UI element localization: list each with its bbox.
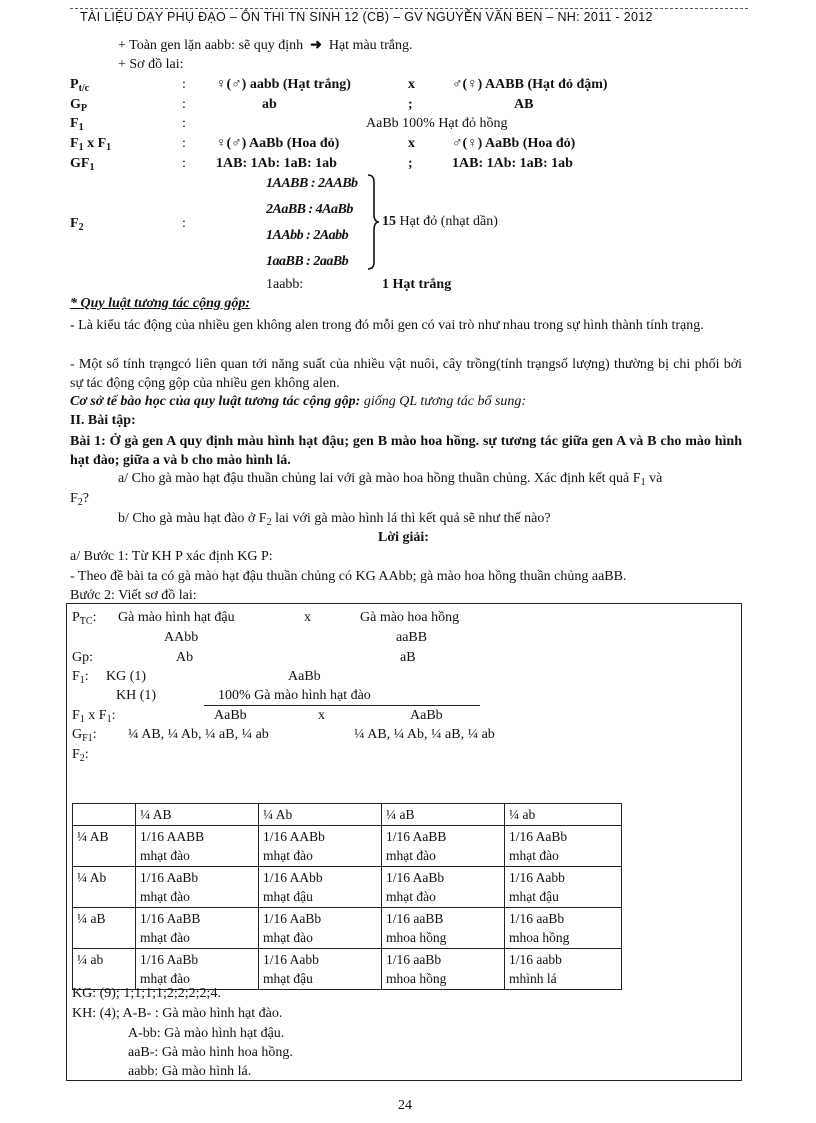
cross1-semicolon: ; bbox=[408, 97, 413, 112]
table-cell: 1/16 Aabb mhạt đậu bbox=[505, 867, 622, 908]
table-header-row bbox=[73, 804, 622, 826]
table-header-cell: ¼ AB bbox=[136, 804, 259, 826]
cross1-gp-label: $G_P$ bbox=[70, 97, 87, 114]
box-f1xf1-x: x bbox=[318, 708, 325, 723]
cross1-f1xf1-label: $F_1$ x $F_1$ bbox=[70, 136, 112, 153]
box-gp-left: Ab bbox=[176, 650, 194, 665]
box-f1-kg-value: AaBb bbox=[288, 669, 321, 684]
box-f2-label: $F_2$: bbox=[72, 747, 89, 764]
cross1-p-left: ♀(♂) aabb (Hạt trắng) bbox=[216, 77, 351, 92]
cross1-f1xf1-right: ♂(♀) AaBb (Hoa đỏ) bbox=[452, 136, 576, 151]
table-cell: 1/16 AaBb mhạt đào bbox=[505, 826, 622, 867]
cross1-semicolon-2: ; bbox=[408, 156, 413, 171]
box-f1-underline bbox=[204, 705, 480, 706]
cross1-f1xf1-left: ♀(♂) AaBb (Hoa đỏ) bbox=[216, 136, 340, 151]
box-f1xf1-right: AaBb bbox=[410, 708, 443, 723]
table-row bbox=[73, 908, 622, 949]
table-header-cell: ¼ aB bbox=[382, 804, 505, 826]
punnett-table bbox=[72, 803, 622, 990]
table-header-cell bbox=[73, 804, 136, 826]
table-cell: 1/16 aaBb mhoa hồng bbox=[505, 908, 622, 949]
box-gp-label: Gp: bbox=[72, 650, 93, 665]
rule-paragraph-1: - Là kiểu tác động của nhiều gen không alen trong đó mỗi gen có vai trò như nhau trong sự hình thành tính trạng. bbox=[70, 318, 704, 333]
rule-title: * Quy luật tương tác cộng gộp: bbox=[70, 296, 251, 311]
table-cell: 1/16 AaBb mhạt đào bbox=[136, 867, 259, 908]
box-f1-kg: KG (1) bbox=[106, 669, 147, 684]
cross1-colon-3: : bbox=[182, 116, 186, 131]
box-f1xf1-left: AaBb bbox=[214, 708, 247, 723]
table-cell: 1/16 Aabb mhạt đậu bbox=[259, 949, 382, 990]
f2-genotype-line-4: 1aaBB : 2aaBb bbox=[266, 254, 349, 269]
table-cell: 1/16 AaBB mhạt đào bbox=[382, 826, 505, 867]
question-a-cont: $F_2$? bbox=[70, 491, 90, 508]
intro-line-1: + Toàn gen lặn aabb: sẽ quy định ➜ Hạt màu trắng. bbox=[118, 38, 413, 53]
box-gf1-label: $G_{F1}$: bbox=[72, 727, 97, 744]
step-2: Bước 2: Viết sơ đồ lai: bbox=[70, 588, 197, 603]
table-row bbox=[73, 949, 622, 990]
rule-paragraph-2: - Một số tính trạngcó liên quan tới năng suất của nhiều vật nuôi, cây trồng(tính trạngsố lượng) thường bị chi phối bởi sự tác động cộng gộp của nhiều gen không alen. bbox=[70, 357, 742, 391]
box-ptc-label: $P_{TC}$: bbox=[72, 610, 97, 627]
table-cell: 1/16 AaBb mhạt đào bbox=[136, 949, 259, 990]
table-row bbox=[73, 867, 622, 908]
header-rule bbox=[70, 8, 748, 9]
cross1-p-label: $P_{t/c}$ bbox=[70, 77, 90, 94]
problem-statement: Bài 1: Ở gà gen A quy định màu hình hạt đậu; gen B mào hoa hồng. sự tương tác giữa gen A và B cho mào hình hạt đào; giữa a và b cho mào hình lá. bbox=[70, 434, 742, 468]
row-gamete: ¼ aB bbox=[73, 908, 136, 949]
table-cell: 1/16 aaBB mhoa hồng bbox=[382, 908, 505, 949]
solution-title: Lời giải: bbox=[378, 530, 429, 545]
cross1-gp-left: ab bbox=[262, 97, 277, 112]
box-f1xf1-label: $F_1$ x $F_1$: bbox=[72, 708, 116, 725]
box-ptc-right-genotype: aaBB bbox=[396, 630, 428, 645]
table-cell: 1/16 AABb mhạt đào bbox=[259, 826, 382, 867]
question-a: a/ Cho gà mào hạt đậu thuần chủng lai với gà mào hoa hồng thuần chủng. Xác định kết quả $F_1$ và bbox=[118, 471, 663, 488]
row-gamete: ¼ ab bbox=[73, 949, 136, 990]
table-cell: 1/16 AABB mhạt đào bbox=[136, 826, 259, 867]
cross1-gp-right: AB bbox=[514, 97, 534, 112]
cross1-colon-5: : bbox=[182, 156, 186, 171]
box-f1-label: $F_1$: bbox=[72, 669, 89, 686]
box-gf1-left: ¼ AB, ¼ Ab, ¼ aB, ¼ ab bbox=[128, 727, 269, 742]
question-b: b/ Cho gà màu hạt đào ở $F_2$ lai với gà mào hình lá thì kết quả sẽ như thế nào? bbox=[118, 511, 551, 528]
cross1-gf1-right: 1AB: 1Ab: 1aB: 1ab bbox=[452, 156, 573, 171]
row-gamete: ¼ Ab bbox=[73, 867, 136, 908]
page-number: 24 bbox=[398, 1098, 412, 1113]
f2-white-right: 1 Hạt trắng bbox=[382, 277, 452, 292]
intro-line-2: + Sơ đồ lai: bbox=[118, 57, 184, 72]
kg-summary: KG: (9); 1;1;1;1;2;2;2;2;4. bbox=[72, 986, 221, 1001]
table-cell: 1/16 aaBb mhoa hồng bbox=[382, 949, 505, 990]
table-cell: 1/16 AaBb mhạt đào bbox=[259, 908, 382, 949]
cross1-f1-label: $F_1$ bbox=[70, 116, 84, 133]
step-1: a/ Bước 1: Từ KH P xác định KG P: bbox=[70, 549, 273, 564]
cross1-f2-label: $F_2$ bbox=[70, 216, 84, 233]
row-gamete: ¼ AB bbox=[73, 826, 136, 867]
kh-line-1: A-bb: Gà mào hình hạt đậu. bbox=[128, 1026, 285, 1041]
cross1-x-2: x bbox=[408, 136, 415, 151]
cross1-colon-2: : bbox=[182, 97, 186, 112]
table-cell: 1/16 AaBb mhạt đào bbox=[382, 867, 505, 908]
f2-genotype-line-2: 2AaBB : 4AaBb bbox=[266, 202, 353, 217]
box-ptc-left-genotype: AAbb bbox=[164, 630, 199, 645]
page-header: TÀI LIỆU DẠY PHỤ ĐẠO – ÔN THI TN SINH 12 (CB) – GV NGUYỄN VĂN BEN – NH: 2011 - 2012 bbox=[80, 10, 653, 24]
box-gf1-right: ¼ AB, ¼ Ab, ¼ aB, ¼ ab bbox=[354, 727, 495, 742]
cross1-f1-value: AaBb 100% Hạt đỏ hồng bbox=[366, 116, 508, 131]
table-cell: 1/16 aabb mhình lá bbox=[505, 949, 622, 990]
f2-genotype-line-1: 1AABB : 2AABb bbox=[266, 176, 358, 191]
box-ptc-right: Gà mào hoa hồng bbox=[360, 610, 460, 625]
box-gp-right: aB bbox=[400, 650, 416, 665]
box-f1-kh: KH (1) bbox=[116, 688, 157, 703]
step-1-detail: - Theo đề bài ta có gà mào hạt đậu thuần chủng có KG AAbb; gà mào hoa hồng thuần chủng aaBB. bbox=[70, 569, 627, 584]
rule-basis: Cơ sở tế bào học của quy luật tương tác cộng gộp: giống QL tương tác bổ sung: bbox=[70, 394, 527, 409]
kh-line-3: aabb: Gà mào hình lá. bbox=[128, 1064, 252, 1079]
cross1-colon: : bbox=[182, 77, 186, 92]
cross1-gf1-label: $GF_1$ bbox=[70, 156, 95, 173]
cross1-colon-6: : bbox=[182, 216, 186, 231]
cross1-gf1-left: 1AB: 1Ab: 1aB: 1ab bbox=[216, 156, 337, 171]
kh-summary: KH: (4); A-B- : Gà mào hình hạt đào. bbox=[72, 1006, 283, 1021]
table-cell: 1/16 AAbb mhạt đậu bbox=[259, 867, 382, 908]
cross1-colon-4: : bbox=[182, 136, 186, 151]
box-f1-kh-value: 100% Gà mào hình hạt đào bbox=[218, 688, 371, 703]
table-header-cell: ¼ Ab bbox=[259, 804, 382, 826]
table-header-cell: ¼ ab bbox=[505, 804, 622, 826]
kh-line-2: aaB-: Gà mào hình hoa hồng. bbox=[128, 1045, 293, 1060]
right-brace-icon bbox=[366, 174, 380, 270]
table-cell: 1/16 AaBB mhạt đào bbox=[136, 908, 259, 949]
f2-red-summary: 15 Hạt đỏ (nhạt dần) bbox=[382, 214, 498, 229]
cross1-p-right: ♂(♀) AABB (Hạt đỏ đậm) bbox=[452, 77, 608, 92]
cross1-x: x bbox=[408, 77, 415, 92]
f2-genotype-line-3: 1AAbb : 2Aabb bbox=[266, 228, 349, 243]
f2-white-left: 1aabb: bbox=[266, 277, 304, 292]
arrow-right-icon: ➜ bbox=[306, 38, 326, 53]
box-ptc-left: Gà mào hình hạt đậu bbox=[118, 610, 235, 625]
exercises-heading: II. Bài tập: bbox=[70, 413, 136, 428]
box-ptc-x: x bbox=[304, 610, 311, 625]
table-row bbox=[73, 826, 622, 867]
